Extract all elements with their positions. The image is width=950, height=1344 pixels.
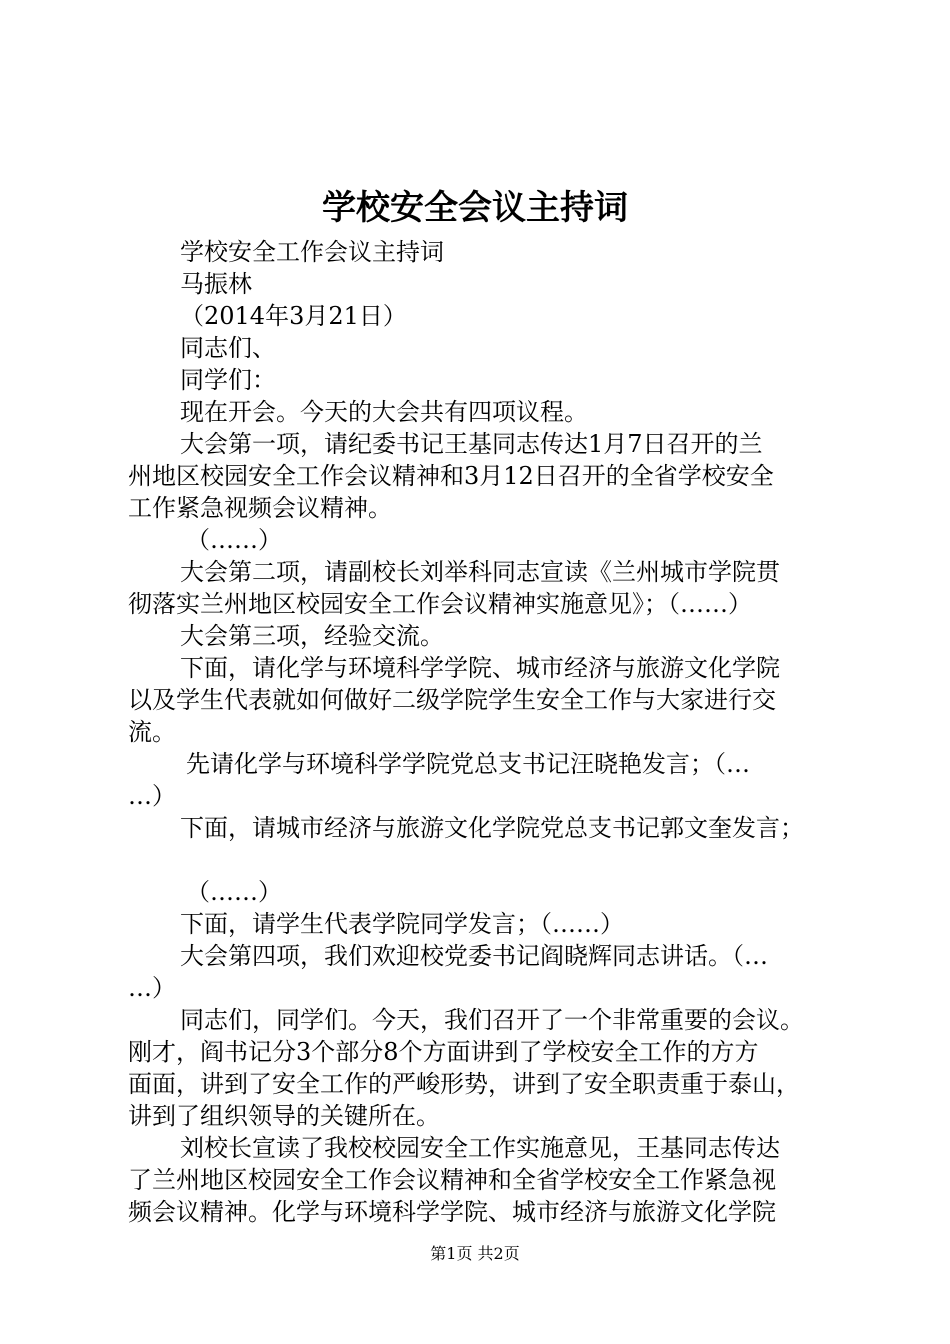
- text-line: 彻落实兰州地区校园安全工作会议精神实施意见》；（……）: [128, 590, 752, 618]
- text-line: 频会议精神。化学与环境科学学院、城市经济与旅游文化学院: [128, 1198, 776, 1226]
- text-line: 以及学生代表就如何做好二级学院学生安全工作与大家进行交: [128, 686, 776, 714]
- text-line: 下面，请城市经济与旅游文化学院党总支书记郭文奎发言；: [180, 814, 804, 842]
- text-line: 刘校长宣读了我校校园安全工作实施意见，王基同志传达: [180, 1134, 780, 1162]
- text-line: 工作紧急视频会议精神。: [128, 494, 392, 522]
- text-line: 面面，讲到了安全工作的严峻形势，讲到了安全职责重于泰山，: [128, 1070, 800, 1098]
- text-line: 下面，请学生代表学院同学发言；（……）: [180, 910, 624, 938]
- text-line: 同志们，同学们。今天，我们召开了一个非常重要的会议。: [180, 1006, 804, 1034]
- text-line: 流。: [128, 718, 176, 746]
- author-line: 马振林: [180, 270, 252, 298]
- text-line: 大会第四项，我们欢迎校党委书记阎晓辉同志讲话。（…: [180, 942, 768, 970]
- text-line: 州地区校园安全工作会议精神和3月12日召开的全省学校安全: [128, 462, 774, 490]
- document-body: [128, 236, 828, 1228]
- page-footer: 第1页 共2页: [430, 1244, 520, 1263]
- text-line: …）: [128, 974, 176, 1002]
- text-line: 讲到了组织领导的关键所在。: [128, 1102, 440, 1130]
- text-line: 刚才，阎书记分3个部分8个方面讲到了学校安全工作的方方: [128, 1038, 759, 1066]
- document-title: 学校安全会议主持词: [322, 188, 628, 228]
- text-line: 大会第三项，经验交流。: [180, 622, 444, 650]
- text-line: 先请化学与环境科学学院党总支书记汪晓艳发言；（…: [186, 750, 750, 778]
- text-line: 大会第一项，请纪委书记王基同志传达1月7日召开的兰: [180, 430, 763, 458]
- text-line: 同志们、: [180, 334, 276, 362]
- text-line: 同学们：: [180, 366, 276, 394]
- subtitle-line: 学校安全工作会议主持词: [180, 238, 444, 266]
- text-line: 现在开会。今天的大会共有四项议程。: [180, 398, 588, 426]
- blank-line: [128, 844, 828, 876]
- text-line: 了兰州地区校园安全工作会议精神和全省学校安全工作紧急视: [128, 1166, 776, 1194]
- date-line: （2014年3月21日）: [180, 302, 407, 330]
- text-line: 大会第二项，请副校长刘举科同志宣读《兰州城市学院贯: [180, 558, 780, 586]
- text-line: 下面，请化学与环境科学学院、城市经济与旅游文化学院: [180, 654, 780, 682]
- text-line: （……）: [186, 878, 282, 906]
- text-line: …）: [128, 782, 176, 810]
- text-line: （……）: [186, 526, 282, 554]
